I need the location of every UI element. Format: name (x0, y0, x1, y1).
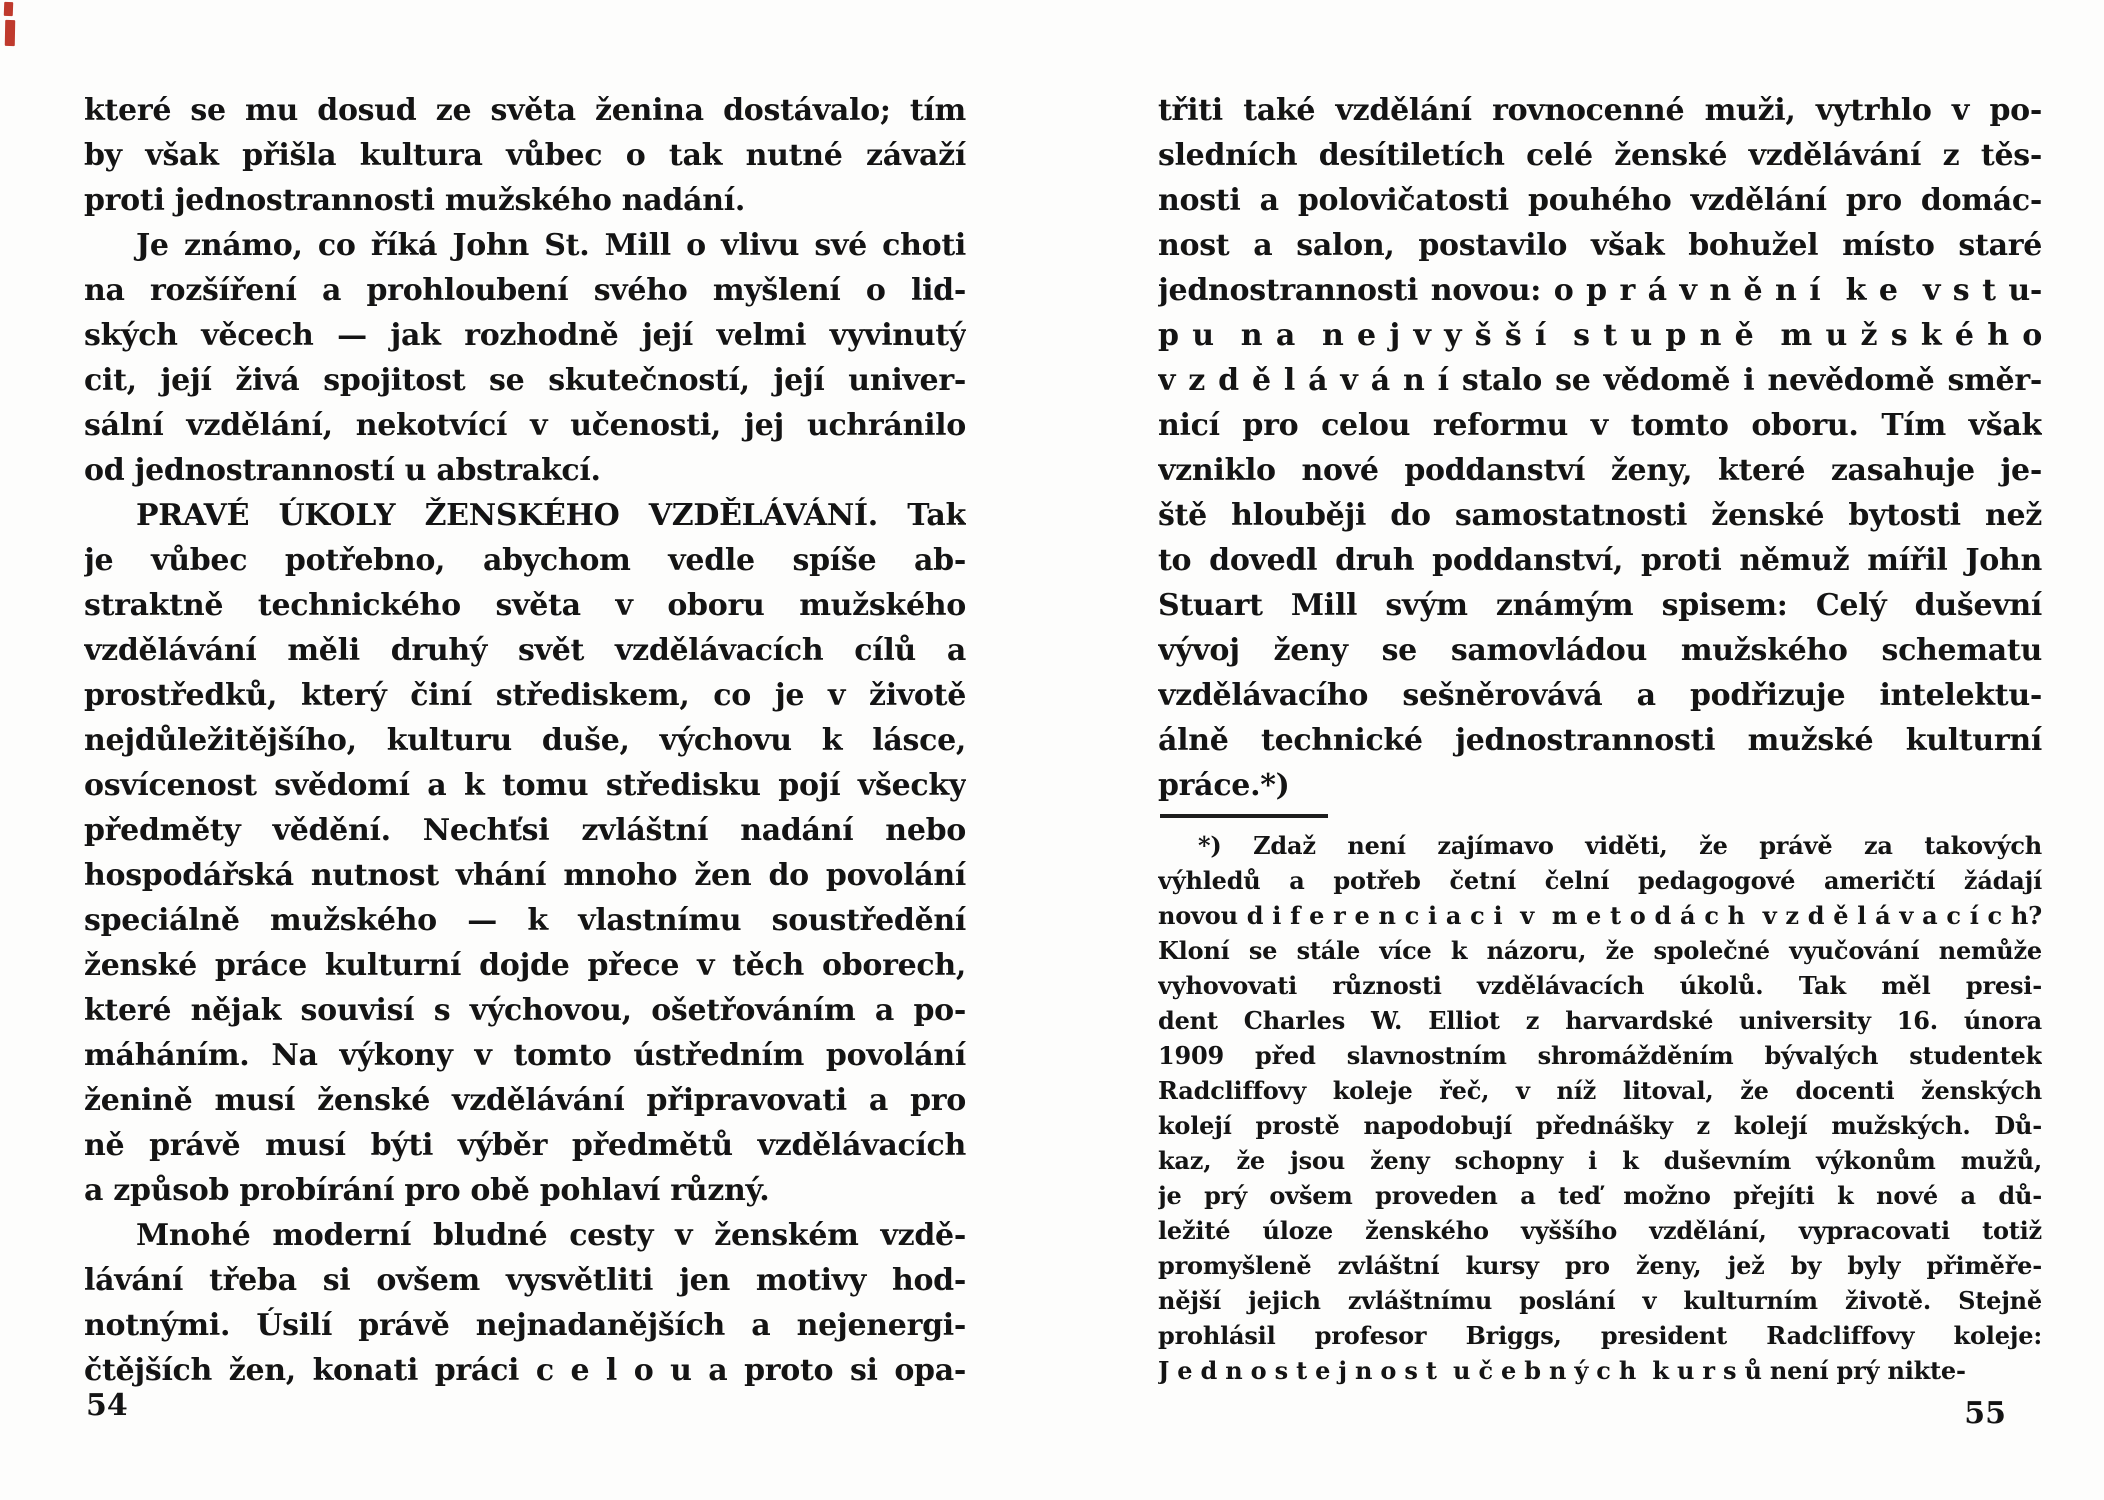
text-line: p u n a n e j v y š š í s t u p n ě m u ž s k é h o (1158, 318, 2042, 353)
text-line: prohlásil profesor Briggs, president Radcliffovy koleje: (1158, 1321, 2042, 1350)
page-number-54: 54 (86, 1388, 128, 1423)
text-line: prostředků, který činí střediskem, co je v životě (84, 678, 966, 713)
red-margin-mark-top (4, 2, 13, 16)
text-line: hospodářská nutnost vhání mnoho žen do povolání (84, 858, 966, 893)
text-line: by však přišla kultura vůbec o tak nutné závaží (84, 138, 966, 173)
page-55-body-text (1158, 88, 2042, 808)
text-line: kolejí prostě napodobují přednášky z kolejí mužských. Dů- (1158, 1111, 2042, 1140)
text-line: od jednostranností u abstrakcí. (84, 453, 601, 488)
text-line: Mnohé moderní bludné cesty v ženském vzdě- (136, 1218, 966, 1253)
text-line: speciálně mužského — k vlastnímu soustředění (84, 903, 966, 938)
text-line: vyhovovati různosti vzdělávacích úkolů. Tak měl presi- (1158, 971, 2042, 1000)
text-line: nicí pro celou reformu v tomto oboru. Tím však (1158, 408, 2042, 443)
text-line: a způsob probírání pro obě pohlaví různý. (84, 1173, 770, 1208)
text-line: promyšleně zvláštní kursy pro ženy, jež by byly přiměře- (1158, 1251, 2042, 1280)
text-line: kaz, že jsou ženy schopny i k duševním výkonům mužů, (1158, 1146, 2042, 1175)
text-line: lávání třeba si ovšem vysvětliti jen motivy hod- (84, 1263, 966, 1298)
text-line: ně právě musí býti výběr předmětů vzdělávacích (84, 1128, 966, 1163)
red-margin-mark-bottom (5, 20, 15, 46)
text-line: notnými. Úsilí právě nejnadanějších a nejenergi- (84, 1308, 966, 1343)
text-line: které se mu dosud ze světa ženina dostávalo; tím (84, 93, 966, 128)
text-line: na rozšíření a prohloubení svého myšlení o lid- (84, 273, 966, 308)
text-line: ště hlouběji do samostatnosti ženské bytosti než (1158, 498, 2042, 533)
text-line: ležité úloze ženského vyššího vzdělání, vypracovati totiž (1158, 1216, 2042, 1245)
text-line: ských věcech — jak rozhodně její velmi vyvinutý (84, 318, 966, 353)
text-line: je vůbec potřebno, abychom vedle spíše ab- (84, 543, 966, 578)
text-line: nost a salon, postavilo však bohužel místo staré (1158, 228, 2042, 263)
text-line: to dovedl druh poddanství, proti němuž mířil John (1158, 543, 2042, 578)
text-line: práce.*) (1158, 768, 1290, 803)
page-number-55: 55 (1964, 1396, 2006, 1431)
text-line: osvícenost svědomí a k tomu středisku pojí všecky (84, 768, 966, 803)
text-line: straktně technického světa v oboru mužského (84, 588, 966, 623)
text-line: álně technické jednostrannosti mužské kulturní (1158, 723, 2042, 758)
footnote-separator-rule (1160, 814, 1328, 818)
text-line: nejdůležitějšího, kulturu duše, výchovu k lásce, (84, 723, 966, 758)
page-55 (1158, 88, 2042, 1468)
text-line: dent Charles W. Elliot z harvardské university 16. února (1158, 1006, 2042, 1035)
page-54 (84, 88, 966, 1468)
text-line: Radcliffovy koleje řeč, v níž litoval, že docenti ženských (1158, 1076, 2042, 1105)
text-line: vzdělávacího sešněrovává a podřizuje intelektu- (1158, 678, 2042, 713)
text-line: jednostrannosti novou: o p r á v n ě n í k e v s t u- (1158, 273, 2042, 308)
text-line: 1909 před slavnostním shromážděním bývalých studentek (1158, 1041, 2042, 1070)
text-line: v z d ě l á v á n í stalo se vědomě i nevědomě směr- (1158, 363, 2042, 398)
page-54-body-text (84, 88, 966, 1393)
text-line: ženině musí ženské vzdělávání připravovati a pro (84, 1083, 966, 1118)
text-line: novou d i f e r e n c i a c i v m e t o d á c h v z d ě l á v a c í c h? (1158, 901, 2042, 930)
text-line: vzdělávání měli druhý svět vzdělávacích cílů a (84, 633, 966, 668)
text-line: vývoj ženy se samovládou mužského schematu (1158, 633, 2042, 668)
text-line: Je známo, co říká John St. Mill o vlivu své choti (136, 228, 966, 263)
text-line: ženské práce kulturní dojde přece v těch oborech, (84, 948, 966, 983)
text-line: Stuart Mill svým známým spisem: Celý duševní (1158, 588, 2042, 623)
text-line: třiti také vzdělání rovnocenné muži, vytrhlo v po- (1158, 93, 2042, 128)
text-line: PRAVÉ ÚKOLY ŽENSKÉHO VZDĚLÁVÁNÍ. Tak (136, 498, 966, 533)
text-line: výhledů a potřeb četní čelní pedagogové američtí žádají (1158, 866, 2042, 895)
text-line: *) Zdaž není zajímavo viděti, že právě za takových (1198, 831, 2042, 860)
text-line: sální vzdělání, nekotvící v učenosti, jej uchránilo (84, 408, 966, 443)
text-line: které nějak souvisí s výchovou, ošetřováním a po- (84, 993, 966, 1028)
text-line: máháním. Na výkony v tomto ústředním povolání (84, 1038, 966, 1073)
text-line: Kloní se stále více k názoru, že společné vyučování nemůže (1158, 936, 2042, 965)
text-line: proti jednostrannosti mužského nadání. (84, 183, 745, 218)
text-line: nější jejich zvláštnímu poslání v kulturním životě. Stejně (1158, 1286, 2042, 1315)
text-line: sledních desítiletích celé ženské vzdělávání z těs- (1158, 138, 2042, 173)
text-line: předměty vědění. Nechťsi zvláštní nadání nebo (84, 813, 966, 848)
text-line: čtějších žen, konati práci c e l o u a proto si opa- (84, 1353, 966, 1388)
text-line: cit, její živá spojitost se skutečností, její univer- (84, 363, 966, 398)
text-line: vzniklo nové poddanství ženy, které zasahuje je- (1158, 453, 2042, 488)
text-line: J e d n o s t e j n o s t u č e b n ý c h k u r s ů není prý nikte- (1158, 1356, 1966, 1385)
text-line: je prý ovšem proveden a teď možno přejíti k nové a dů- (1158, 1181, 2042, 1210)
page-55-footnote-text (1158, 828, 2042, 1388)
text-line: nosti a polovičatosti pouhého vzdělání pro domác- (1158, 183, 2042, 218)
